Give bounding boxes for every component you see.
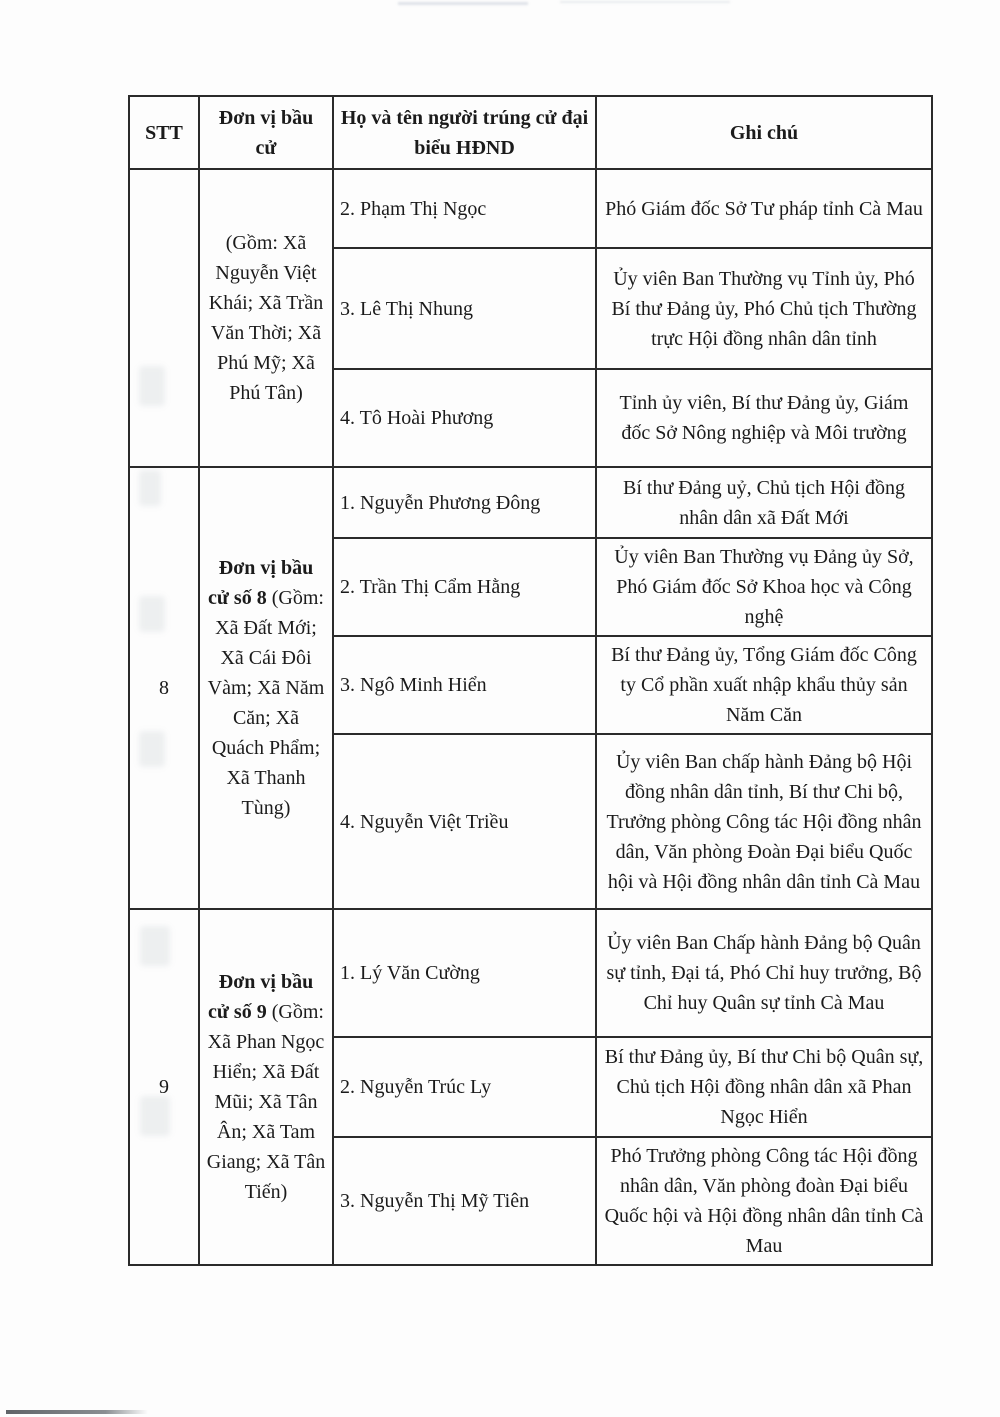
deputy-name: 3. Nguyễn Thị Mỹ Tiên	[333, 1137, 596, 1265]
deputy-name: 2. Phạm Thị Ngọc	[333, 169, 596, 248]
deputy-note: Ủy viên Ban Thường vụ Đảng ủy Sở, Phó Giám đốc Sở Khoa học và Công nghệ	[596, 538, 932, 636]
unit-communes: (Gồm: Xã Phan Ngọc Hiển; Xã Đất Mũi; Xã Tân Ân; Xã Tam Giang; Xã Tân Tiến)	[206, 1001, 326, 1203]
deputy-name: 2. Trần Thị Cẩm Hằng	[333, 538, 596, 636]
unit-communes: (Gồm: Xã Đất Mới; Xã Cái Đôi Vàm; Xã Năm Căn; Xã Quách Phẩm; Xã Thanh Tùng)	[207, 587, 325, 819]
table-row	[129, 169, 932, 248]
header-note: Ghi chú	[596, 96, 932, 169]
deputy-note: Bí thư Đảng uỷ, Chủ tịch Hội đồng nhân dân xã Đất Mới	[596, 467, 932, 538]
deputy-name: 1. Nguyễn Phương Đông	[333, 467, 596, 538]
deputy-name: 3. Ngô Minh Hiển	[333, 636, 596, 734]
deputy-name: 4. Tô Hoài Phương	[333, 369, 596, 467]
deputy-note: Ủy viên Ban chấp hành Đảng bộ Hội đồng nhân dân tỉnh, Bí thư Chi bộ, Trưởng phòng Công tác Hội đồng nhân dân, Văn phòng Đoàn Đại biểu Quốc hội và Hội đồng nhân dân tỉnh Cà Mau	[596, 734, 932, 909]
deputy-note: Ủy viên Ban Thường vụ Tỉnh ủy, Phó Bí thư Đảng ủy, Phó Chủ tịch Thường trực Hội đồng nhân dân tỉnh	[596, 248, 932, 369]
stt-cell: 9	[129, 909, 199, 1265]
deputy-name: 1. Lý Văn Cường	[333, 909, 596, 1037]
table-row	[129, 467, 932, 538]
deputy-note: Phó Giám đốc Sở Tư pháp tỉnh Cà Mau	[596, 169, 932, 248]
deputy-note: Ủy viên Ban Chấp hành Đảng bộ Quân sự tỉnh, Đại tá, Phó Chỉ huy trưởng, Bộ Chỉ huy Quân sự tỉnh Cà Mau	[596, 909, 932, 1037]
header-name: Họ và tên người trúng cử đại biểu HĐND	[333, 96, 596, 169]
table-header-row	[129, 96, 932, 169]
unit-cell	[199, 169, 333, 467]
scan-edge-mark	[6, 1410, 148, 1414]
deputy-note: Bí thư Đảng ủy, Bí thư Chi bộ Quân sự, Chủ tịch Hội đồng nhân dân xã Phan Ngọc Hiển	[596, 1037, 932, 1137]
table-row	[129, 909, 932, 1037]
deputy-note: Tỉnh ủy viên, Bí thư Đảng ủy, Giám đốc Sở Nông nghiệp và Môi trường	[596, 369, 932, 467]
stt-cell: 8	[129, 467, 199, 909]
unit-communes: (Gồm: Xã Nguyễn Việt Khái; Xã Trần Văn Thời; Xã Phú Mỹ; Xã Phú Tân)	[208, 232, 324, 404]
unit-cell	[199, 909, 333, 1265]
unit-title: Đơn vị bầu cử số 9	[208, 971, 314, 1023]
deputy-note: Bí thư Đảng ủy, Tổng Giám đốc Công ty Cổ phần xuất nhập khẩu thủy sản Năm Căn	[596, 636, 932, 734]
deputy-name: 4. Nguyễn Việt Triều	[333, 734, 596, 909]
header-unit: Đơn vị bầu cử	[199, 96, 333, 169]
scan-noise-mark	[398, 2, 528, 5]
deputy-note: Phó Trưởng phòng Công tác Hội đồng nhân dân, Văn phòng đoàn Đại biểu Quốc hội và Hội đồng nhân dân tỉnh Cà Mau	[596, 1137, 932, 1265]
stt-cell	[129, 169, 199, 467]
header-stt: STT	[129, 96, 199, 169]
unit-cell	[199, 467, 333, 909]
deputy-name: 2. Nguyễn Trúc Ly	[333, 1037, 596, 1137]
deputies-table	[128, 95, 933, 1266]
scan-noise-mark	[560, 1, 730, 3]
unit-title: Đơn vị bầu cử số 8	[208, 557, 314, 609]
deputy-name: 3. Lê Thị Nhung	[333, 248, 596, 369]
